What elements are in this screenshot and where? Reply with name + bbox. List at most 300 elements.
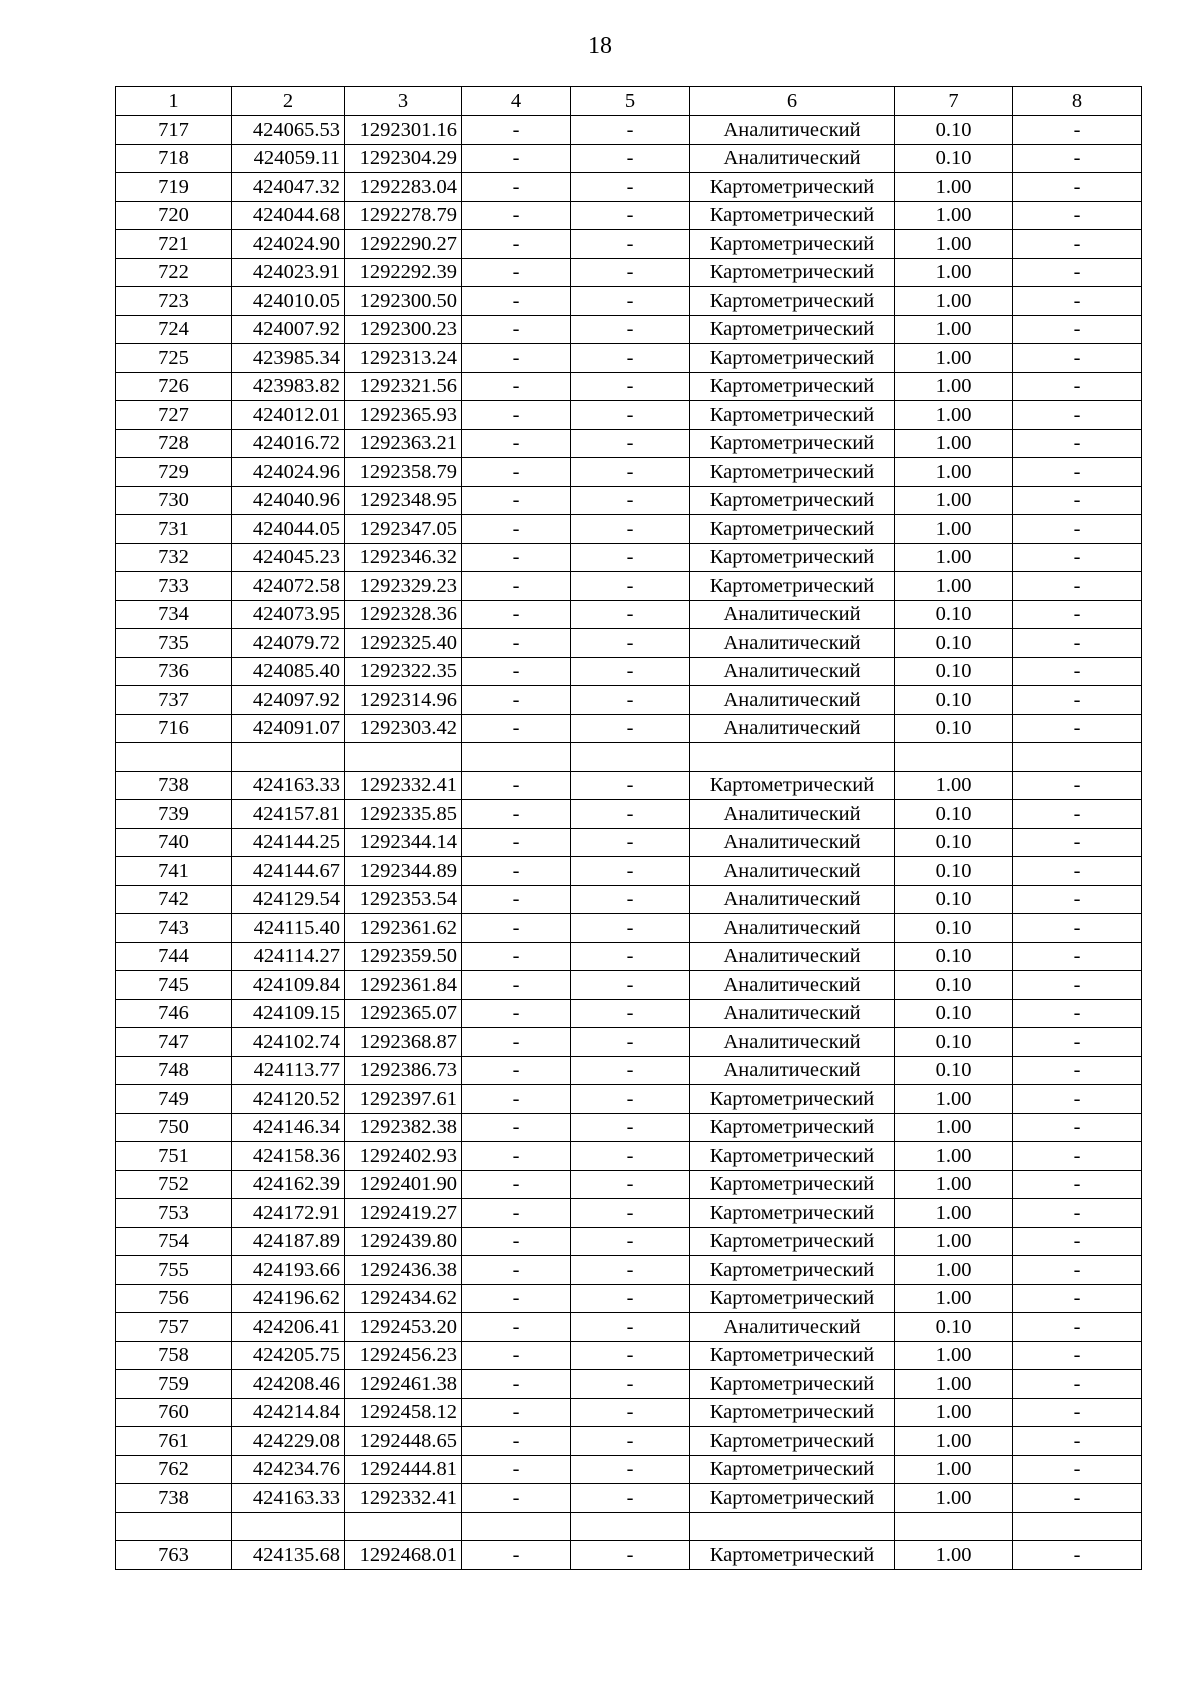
- col5-cell: -: [571, 230, 690, 259]
- x-coordinate-cell: 424193.66: [232, 1256, 345, 1285]
- table-row: [116, 486, 1142, 515]
- col8-cell: -: [1013, 429, 1142, 458]
- y-coordinate-cell: 1292382.38: [345, 1113, 462, 1142]
- col5-cell: -: [571, 1541, 690, 1570]
- table-body: [116, 87, 1142, 1570]
- col5-cell: -: [571, 1455, 690, 1484]
- accuracy-cell: 1.00: [895, 429, 1013, 458]
- point-number-cell: 728: [116, 429, 232, 458]
- accuracy-cell: 1.00: [895, 1370, 1013, 1399]
- accuracy-cell: 1.00: [895, 258, 1013, 287]
- col8-cell: -: [1013, 486, 1142, 515]
- col8-cell: -: [1013, 885, 1142, 914]
- y-coordinate-cell: [345, 1512, 462, 1541]
- col5-cell: -: [571, 1398, 690, 1427]
- point-number-cell: 757: [116, 1313, 232, 1342]
- accuracy-cell: 0.10: [895, 1056, 1013, 1085]
- col8-cell: -: [1013, 372, 1142, 401]
- col8-cell: -: [1013, 714, 1142, 743]
- accuracy-cell: 1.00: [895, 1284, 1013, 1313]
- col4-cell: -: [462, 287, 571, 316]
- table-row: [116, 1142, 1142, 1171]
- y-coordinate-cell: 1292322.35: [345, 657, 462, 686]
- point-number-cell: 749: [116, 1085, 232, 1114]
- col4-cell: -: [462, 1256, 571, 1285]
- accuracy-cell: 0.10: [895, 942, 1013, 971]
- method-cell: Аналитический: [690, 600, 895, 629]
- header-point-number: 1: [116, 87, 232, 116]
- y-coordinate-cell: 1292419.27: [345, 1199, 462, 1228]
- col5-cell: -: [571, 1313, 690, 1342]
- col4-cell: -: [462, 1085, 571, 1114]
- col8-cell: -: [1013, 914, 1142, 943]
- col4-cell: -: [462, 1170, 571, 1199]
- method-cell: Картометрический: [690, 1227, 895, 1256]
- col4-cell: -: [462, 629, 571, 658]
- point-number-cell: 762: [116, 1455, 232, 1484]
- y-coordinate-cell: 1292328.36: [345, 600, 462, 629]
- x-coordinate-cell: 424115.40: [232, 914, 345, 943]
- col8-cell: -: [1013, 173, 1142, 202]
- point-number-cell: 716: [116, 714, 232, 743]
- point-number-cell: 746: [116, 999, 232, 1028]
- table-header-row: [116, 87, 1142, 116]
- accuracy-cell: 0.10: [895, 828, 1013, 857]
- table-row: [116, 600, 1142, 629]
- accuracy-cell: 1.00: [895, 1541, 1013, 1570]
- y-coordinate-cell: 1292313.24: [345, 344, 462, 373]
- col4-cell: -: [462, 572, 571, 601]
- x-coordinate-cell: [232, 1512, 345, 1541]
- method-cell: Аналитический: [690, 116, 895, 145]
- x-coordinate-cell: 424214.84: [232, 1398, 345, 1427]
- col4-cell: -: [462, 828, 571, 857]
- y-coordinate-cell: 1292314.96: [345, 686, 462, 715]
- x-coordinate-cell: 424206.41: [232, 1313, 345, 1342]
- y-coordinate-cell: 1292347.05: [345, 515, 462, 544]
- y-coordinate-cell: 1292361.84: [345, 971, 462, 1000]
- table-row: [116, 1199, 1142, 1228]
- col4-cell: -: [462, 914, 571, 943]
- accuracy-cell: 1.00: [895, 1341, 1013, 1370]
- x-coordinate-cell: 424047.32: [232, 173, 345, 202]
- col4-cell: -: [462, 1056, 571, 1085]
- col8-cell: -: [1013, 1427, 1142, 1456]
- x-coordinate-cell: 424114.27: [232, 942, 345, 971]
- y-coordinate-cell: 1292332.41: [345, 1484, 462, 1513]
- x-coordinate-cell: 424044.68: [232, 201, 345, 230]
- table-row: [116, 885, 1142, 914]
- table-row: [116, 714, 1142, 743]
- y-coordinate-cell: 1292436.38: [345, 1256, 462, 1285]
- method-cell: Картометрический: [690, 572, 895, 601]
- method-cell: Аналитический: [690, 857, 895, 886]
- table-row: [116, 800, 1142, 829]
- method-cell: Картометрический: [690, 1484, 895, 1513]
- method-cell: Картометрический: [690, 287, 895, 316]
- y-coordinate-cell: 1292348.95: [345, 486, 462, 515]
- table-row: [116, 315, 1142, 344]
- y-coordinate-cell: 1292365.07: [345, 999, 462, 1028]
- x-coordinate-cell: 424007.92: [232, 315, 345, 344]
- accuracy-cell: 0.10: [895, 999, 1013, 1028]
- x-coordinate-cell: 424109.15: [232, 999, 345, 1028]
- x-coordinate-cell: 424079.72: [232, 629, 345, 658]
- table-row: [116, 1284, 1142, 1313]
- x-coordinate-cell: 424157.81: [232, 800, 345, 829]
- point-number-cell: 734: [116, 600, 232, 629]
- col4-cell: -: [462, 258, 571, 287]
- col8-cell: -: [1013, 287, 1142, 316]
- table-row: [116, 1370, 1142, 1399]
- col5-cell: -: [571, 344, 690, 373]
- col8-cell: -: [1013, 116, 1142, 145]
- y-coordinate-cell: 1292300.50: [345, 287, 462, 316]
- col4-cell: -: [462, 201, 571, 230]
- table-row: [116, 1170, 1142, 1199]
- method-cell: Картометрический: [690, 771, 895, 800]
- x-coordinate-cell: 424205.75: [232, 1341, 345, 1370]
- method-cell: Аналитический: [690, 999, 895, 1028]
- col8-cell: -: [1013, 458, 1142, 487]
- accuracy-cell: 0.10: [895, 1028, 1013, 1057]
- x-coordinate-cell: 424113.77: [232, 1056, 345, 1085]
- x-coordinate-cell: 424163.33: [232, 1484, 345, 1513]
- col5-cell: -: [571, 1142, 690, 1171]
- accuracy-cell: 0.10: [895, 914, 1013, 943]
- x-coordinate-cell: 423983.82: [232, 372, 345, 401]
- col5-cell: -: [571, 173, 690, 202]
- table-row: [116, 771, 1142, 800]
- col8-cell: -: [1013, 1398, 1142, 1427]
- x-coordinate-cell: 424012.01: [232, 401, 345, 430]
- point-number-cell: 722: [116, 258, 232, 287]
- col4-cell: -: [462, 686, 571, 715]
- method-cell: Аналитический: [690, 942, 895, 971]
- y-coordinate-cell: 1292304.29: [345, 144, 462, 173]
- x-coordinate-cell: 424102.74: [232, 1028, 345, 1057]
- x-coordinate-cell: 424172.91: [232, 1199, 345, 1228]
- accuracy-cell: 0.10: [895, 144, 1013, 173]
- col5-cell: -: [571, 515, 690, 544]
- col8-cell: -: [1013, 999, 1142, 1028]
- col8-cell: -: [1013, 828, 1142, 857]
- col5-cell: -: [571, 572, 690, 601]
- col8-cell: [1013, 743, 1142, 772]
- y-coordinate-cell: 1292448.65: [345, 1427, 462, 1456]
- col4-cell: -: [462, 800, 571, 829]
- point-number-cell: 719: [116, 173, 232, 202]
- col8-cell: -: [1013, 857, 1142, 886]
- col8-cell: -: [1013, 258, 1142, 287]
- method-cell: Картометрический: [690, 429, 895, 458]
- point-number-cell: 735: [116, 629, 232, 658]
- y-coordinate-cell: 1292303.42: [345, 714, 462, 743]
- col4-cell: -: [462, 429, 571, 458]
- col5-cell: -: [571, 771, 690, 800]
- col4-cell: [462, 1512, 571, 1541]
- col4-cell: -: [462, 230, 571, 259]
- col8-cell: -: [1013, 1056, 1142, 1085]
- method-cell: Картометрический: [690, 230, 895, 259]
- col8-cell: -: [1013, 1142, 1142, 1171]
- x-coordinate-cell: 424023.91: [232, 258, 345, 287]
- y-coordinate-cell: 1292325.40: [345, 629, 462, 658]
- col5-cell: -: [571, 686, 690, 715]
- col8-cell: -: [1013, 1370, 1142, 1399]
- method-cell: [690, 743, 895, 772]
- col4-cell: -: [462, 543, 571, 572]
- method-cell: Картометрический: [690, 515, 895, 544]
- y-coordinate-cell: 1292346.32: [345, 543, 462, 572]
- point-number-cell: 741: [116, 857, 232, 886]
- col8-cell: -: [1013, 144, 1142, 173]
- point-number-cell: 747: [116, 1028, 232, 1057]
- method-cell: Картометрический: [690, 1370, 895, 1399]
- point-number-cell: 760: [116, 1398, 232, 1427]
- point-number-cell: [116, 743, 232, 772]
- point-number-cell: 721: [116, 230, 232, 259]
- col8-cell: -: [1013, 344, 1142, 373]
- col8-cell: -: [1013, 1256, 1142, 1285]
- col4-cell: -: [462, 144, 571, 173]
- table-row: [116, 116, 1142, 145]
- method-cell: [690, 1512, 895, 1541]
- col8-cell: -: [1013, 1341, 1142, 1370]
- col8-cell: -: [1013, 1484, 1142, 1513]
- col4-cell: -: [462, 315, 571, 344]
- method-cell: Картометрический: [690, 1256, 895, 1285]
- table-row: [116, 372, 1142, 401]
- table-row: [116, 230, 1142, 259]
- col4-cell: -: [462, 1113, 571, 1142]
- x-coordinate-cell: 424120.52: [232, 1085, 345, 1114]
- method-cell: Аналитический: [690, 1313, 895, 1342]
- accuracy-cell: 1.00: [895, 1113, 1013, 1142]
- col8-cell: -: [1013, 572, 1142, 601]
- method-cell: Картометрический: [690, 344, 895, 373]
- header-x: 2: [232, 87, 345, 116]
- col5-cell: -: [571, 1284, 690, 1313]
- point-number-cell: 739: [116, 800, 232, 829]
- point-number-cell: 740: [116, 828, 232, 857]
- accuracy-cell: 0.10: [895, 857, 1013, 886]
- table-row: [116, 857, 1142, 886]
- col5-cell: -: [571, 1199, 690, 1228]
- col4-cell: [462, 743, 571, 772]
- method-cell: Аналитический: [690, 1056, 895, 1085]
- col4-cell: -: [462, 999, 571, 1028]
- accuracy-cell: 0.10: [895, 885, 1013, 914]
- col5-cell: -: [571, 629, 690, 658]
- y-coordinate-cell: 1292461.38: [345, 1370, 462, 1399]
- col4-cell: -: [462, 857, 571, 886]
- accuracy-cell: 1.00: [895, 1398, 1013, 1427]
- y-coordinate-cell: 1292458.12: [345, 1398, 462, 1427]
- x-coordinate-cell: 424072.58: [232, 572, 345, 601]
- point-number-cell: 759: [116, 1370, 232, 1399]
- table-row: [116, 999, 1142, 1028]
- x-coordinate-cell: 423985.34: [232, 344, 345, 373]
- y-coordinate-cell: 1292301.16: [345, 116, 462, 145]
- accuracy-cell: 1.00: [895, 1484, 1013, 1513]
- col8-cell: [1013, 1512, 1142, 1541]
- table-row: [116, 971, 1142, 1000]
- table-row: [116, 1028, 1142, 1057]
- x-coordinate-cell: 424135.68: [232, 1541, 345, 1570]
- col8-cell: -: [1013, 629, 1142, 658]
- col5-cell: -: [571, 914, 690, 943]
- col8-cell: -: [1013, 800, 1142, 829]
- point-number-cell: 763: [116, 1541, 232, 1570]
- point-number-cell: 724: [116, 315, 232, 344]
- col8-cell: -: [1013, 1199, 1142, 1228]
- col5-cell: [571, 743, 690, 772]
- col5-cell: -: [571, 971, 690, 1000]
- accuracy-cell: 1.00: [895, 173, 1013, 202]
- table-row: [116, 1256, 1142, 1285]
- table-row: [116, 173, 1142, 202]
- x-coordinate-cell: 424129.54: [232, 885, 345, 914]
- col4-cell: -: [462, 714, 571, 743]
- method-cell: Аналитический: [690, 714, 895, 743]
- y-coordinate-cell: 1292386.73: [345, 1056, 462, 1085]
- col8-cell: -: [1013, 771, 1142, 800]
- col5-cell: -: [571, 1256, 690, 1285]
- table-row: [116, 429, 1142, 458]
- accuracy-cell: 1.00: [895, 1256, 1013, 1285]
- table-row: [116, 1484, 1142, 1513]
- col4-cell: -: [462, 1341, 571, 1370]
- col5-cell: -: [571, 1113, 690, 1142]
- table-row: [116, 1313, 1142, 1342]
- x-coordinate-cell: 424059.11: [232, 144, 345, 173]
- col5-cell: -: [571, 800, 690, 829]
- col5-cell: -: [571, 1227, 690, 1256]
- col4-cell: -: [462, 401, 571, 430]
- col5-cell: -: [571, 287, 690, 316]
- table-row: [116, 515, 1142, 544]
- y-coordinate-cell: 1292292.39: [345, 258, 462, 287]
- method-cell: Аналитический: [690, 828, 895, 857]
- method-cell: Картометрический: [690, 1113, 895, 1142]
- table-row: [116, 258, 1142, 287]
- method-cell: Картометрический: [690, 1541, 895, 1570]
- point-number-cell: 761: [116, 1427, 232, 1456]
- x-coordinate-cell: 424097.92: [232, 686, 345, 715]
- col4-cell: -: [462, 657, 571, 686]
- accuracy-cell: 1.00: [895, 771, 1013, 800]
- y-coordinate-cell: [345, 743, 462, 772]
- point-number-cell: 729: [116, 458, 232, 487]
- col5-cell: -: [571, 999, 690, 1028]
- accuracy-cell: 0.10: [895, 1313, 1013, 1342]
- col4-cell: -: [462, 458, 571, 487]
- x-coordinate-cell: 424163.33: [232, 771, 345, 800]
- y-coordinate-cell: 1292368.87: [345, 1028, 462, 1057]
- col8-cell: -: [1013, 543, 1142, 572]
- table-row: [116, 543, 1142, 572]
- point-number-cell: 751: [116, 1142, 232, 1171]
- accuracy-cell: [895, 1512, 1013, 1541]
- col8-cell: -: [1013, 1113, 1142, 1142]
- accuracy-cell: 0.10: [895, 800, 1013, 829]
- point-number-cell: 723: [116, 287, 232, 316]
- x-coordinate-cell: 424109.84: [232, 971, 345, 1000]
- x-coordinate-cell: 424040.96: [232, 486, 345, 515]
- y-coordinate-cell: 1292358.79: [345, 458, 462, 487]
- point-number-cell: 738: [116, 771, 232, 800]
- col5-cell: -: [571, 942, 690, 971]
- table-row: [116, 344, 1142, 373]
- col8-cell: -: [1013, 401, 1142, 430]
- x-coordinate-cell: 424234.76: [232, 1455, 345, 1484]
- col8-cell: -: [1013, 971, 1142, 1000]
- col5-cell: -: [571, 1085, 690, 1114]
- col8-cell: -: [1013, 1028, 1142, 1057]
- method-cell: Картометрический: [690, 486, 895, 515]
- col5-cell: -: [571, 1341, 690, 1370]
- table-row: [116, 1455, 1142, 1484]
- col4-cell: -: [462, 1142, 571, 1171]
- table-separator-row: [116, 743, 1142, 772]
- x-coordinate-cell: 424044.05: [232, 515, 345, 544]
- accuracy-cell: 1.00: [895, 572, 1013, 601]
- point-number-cell: 732: [116, 543, 232, 572]
- col5-cell: -: [571, 1170, 690, 1199]
- y-coordinate-cell: 1292402.93: [345, 1142, 462, 1171]
- method-cell: Картометрический: [690, 1199, 895, 1228]
- accuracy-cell: 1.00: [895, 515, 1013, 544]
- point-number-cell: 754: [116, 1227, 232, 1256]
- x-coordinate-cell: 424144.25: [232, 828, 345, 857]
- y-coordinate-cell: 1292444.81: [345, 1455, 462, 1484]
- method-cell: Картометрический: [690, 372, 895, 401]
- table-row: [116, 1056, 1142, 1085]
- table-row: [116, 1085, 1142, 1114]
- table-row: [116, 287, 1142, 316]
- col8-cell: -: [1013, 315, 1142, 344]
- point-number-cell: 720: [116, 201, 232, 230]
- col4-cell: -: [462, 1227, 571, 1256]
- y-coordinate-cell: 1292401.90: [345, 1170, 462, 1199]
- table-row: [116, 1541, 1142, 1570]
- accuracy-cell: [895, 743, 1013, 772]
- col8-cell: -: [1013, 942, 1142, 971]
- method-cell: Картометрический: [690, 1142, 895, 1171]
- accuracy-cell: 1.00: [895, 1427, 1013, 1456]
- col5-cell: -: [571, 144, 690, 173]
- point-number-cell: 737: [116, 686, 232, 715]
- point-number-cell: 736: [116, 657, 232, 686]
- method-cell: Аналитический: [690, 971, 895, 1000]
- point-number-cell: 717: [116, 116, 232, 145]
- method-cell: Аналитический: [690, 144, 895, 173]
- x-coordinate-cell: 424208.46: [232, 1370, 345, 1399]
- x-coordinate-cell: 424091.07: [232, 714, 345, 743]
- col8-cell: -: [1013, 230, 1142, 259]
- y-coordinate-cell: 1292456.23: [345, 1341, 462, 1370]
- x-coordinate-cell: 424196.62: [232, 1284, 345, 1313]
- table-row: [116, 1227, 1142, 1256]
- table-row: [116, 458, 1142, 487]
- table-row: [116, 942, 1142, 971]
- accuracy-cell: 1.00: [895, 1142, 1013, 1171]
- col4-cell: -: [462, 1398, 571, 1427]
- x-coordinate-cell: 424016.72: [232, 429, 345, 458]
- col5-cell: -: [571, 258, 690, 287]
- x-coordinate-cell: 424162.39: [232, 1170, 345, 1199]
